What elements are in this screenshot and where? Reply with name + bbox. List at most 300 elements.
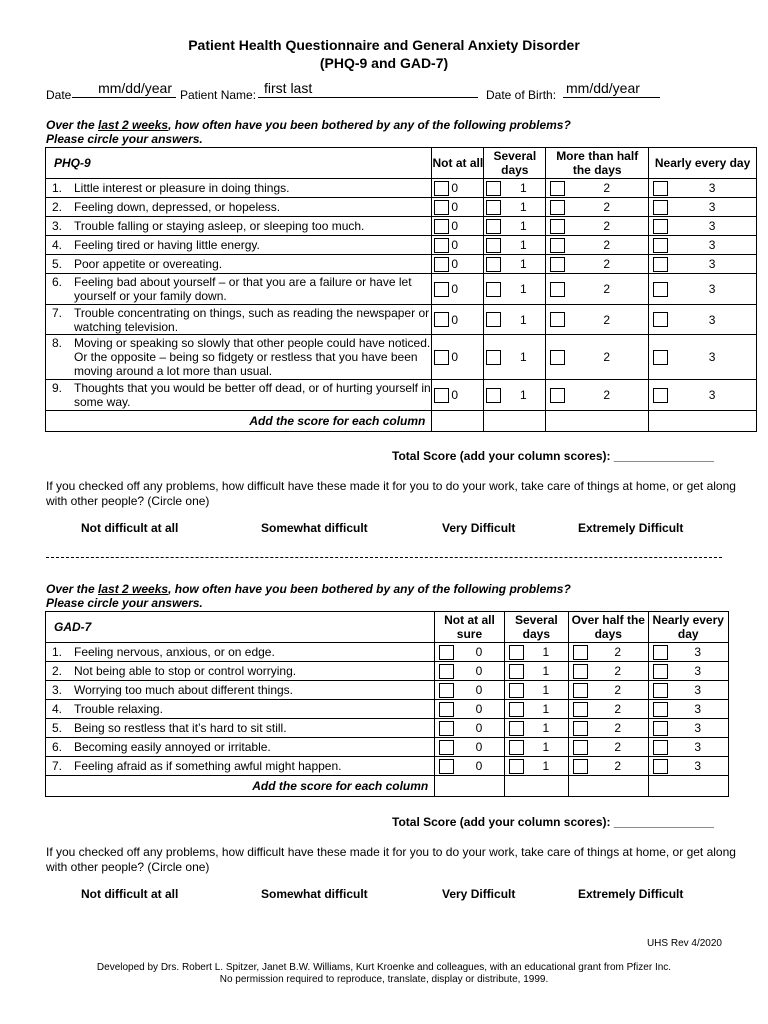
option-value: 0 xyxy=(451,219,459,233)
checkbox[interactable] xyxy=(509,683,524,698)
phq9-answer-option[interactable] xyxy=(546,350,648,365)
option-value: 1 xyxy=(542,683,550,697)
gad7-answer-option[interactable] xyxy=(569,759,647,774)
checkbox[interactable] xyxy=(439,759,454,774)
phq9-table xyxy=(45,147,757,432)
gad7-choice-not-difficult[interactable]: Not difficult at all xyxy=(81,887,179,901)
phq9-header-row xyxy=(46,148,757,179)
checkbox[interactable] xyxy=(653,664,668,679)
checkbox[interactable] xyxy=(439,721,454,736)
phq9-answer-option[interactable] xyxy=(432,200,483,215)
option-value: 3 xyxy=(708,238,716,252)
gad7-item xyxy=(52,702,434,716)
phq9-col-more-than-half: More than half the days xyxy=(546,148,649,179)
gad7-answer-option[interactable] xyxy=(435,683,503,698)
form-title: Patient Health Questionnaire and General Anxiety Disorder xyxy=(188,37,580,53)
phq9-answer-cell xyxy=(432,198,484,217)
checkbox[interactable] xyxy=(509,759,524,774)
gad7-answer-cell xyxy=(569,719,648,738)
phq9-answer-cell xyxy=(484,380,546,411)
gad7-answer-option[interactable] xyxy=(505,645,568,660)
checkbox[interactable] xyxy=(573,683,588,698)
item-number: 2. xyxy=(52,664,63,678)
checkbox[interactable] xyxy=(486,181,501,196)
gad7-item-cell xyxy=(46,719,435,738)
checkbox[interactable] xyxy=(573,721,588,736)
item-text: Thoughts that you would be better off dead, or of hurting yourself in some way. xyxy=(74,381,431,409)
phq9-answer-cell xyxy=(649,335,757,380)
phq9-name: PHQ-9 xyxy=(46,148,432,179)
option-value: 0 xyxy=(451,181,459,195)
gad7-answer-cell xyxy=(648,700,729,719)
item-text: Worrying too much about different things. xyxy=(74,683,294,697)
gad7-answer-option[interactable] xyxy=(569,664,647,679)
option-value: 0 xyxy=(451,200,459,214)
gad7-add-label: Add the score for each column xyxy=(46,776,435,797)
option-value: 2 xyxy=(603,312,611,327)
gad7-answer-cell xyxy=(435,643,504,662)
gad7-item-cell xyxy=(46,681,435,700)
option-value: 0 xyxy=(475,759,483,773)
gad7-answer-option[interactable] xyxy=(649,645,729,660)
gad7-answer-option[interactable] xyxy=(505,683,568,698)
option-value: 3 xyxy=(708,257,716,271)
gad7-item-cell xyxy=(46,700,435,719)
phq9-choice-somewhat[interactable]: Somewhat difficult xyxy=(261,521,368,535)
option-value: 0 xyxy=(451,282,459,296)
checkbox[interactable] xyxy=(509,664,524,679)
date-field[interactable]: mm/dd/year xyxy=(72,80,176,98)
checkbox[interactable] xyxy=(653,702,668,717)
checkbox[interactable] xyxy=(550,219,565,234)
gad7-answer-cell xyxy=(648,719,729,738)
gad7-choice-somewhat[interactable]: Somewhat difficult xyxy=(261,887,368,901)
checkbox[interactable] xyxy=(653,200,668,215)
gad7-answer-cell xyxy=(648,662,729,681)
phq9-choice-extremely[interactable]: Extremely Difficult xyxy=(578,521,684,535)
checkbox[interactable] xyxy=(486,350,501,365)
gad7-answer-cell xyxy=(569,643,648,662)
option-value: 2 xyxy=(614,683,622,697)
phq9-answer-cell xyxy=(432,335,484,380)
gad7-answer-option[interactable] xyxy=(435,664,503,679)
phq9-answer-option[interactable] xyxy=(484,200,545,215)
phq9-answer-cell xyxy=(649,380,757,411)
phq9-item-row xyxy=(46,380,757,411)
option-value: 1 xyxy=(519,312,527,327)
phq9-answer-cell xyxy=(484,236,546,255)
phq9-answer-cell xyxy=(484,274,546,305)
dob-label: Date of Birth: xyxy=(486,88,557,102)
gad7-add-row xyxy=(46,776,729,797)
checkbox[interactable] xyxy=(550,238,565,253)
item-text: Trouble relaxing. xyxy=(74,702,163,716)
phq9-answer-option[interactable] xyxy=(432,350,483,365)
checkbox[interactable] xyxy=(550,181,565,196)
checkbox[interactable] xyxy=(486,282,501,297)
phq9-answer-option[interactable] xyxy=(546,388,648,403)
checkbox[interactable] xyxy=(653,388,668,403)
checkbox[interactable] xyxy=(434,282,449,297)
item-text: Feeling down, depressed, or hopeless. xyxy=(74,200,281,214)
phq9-answer-cell xyxy=(649,217,757,236)
phq9-answer-option[interactable] xyxy=(649,200,756,215)
phq9-answer-option[interactable] xyxy=(649,312,756,327)
footer-permission: No permission required to reproduce, translate, display or distribute, 1999. xyxy=(219,974,549,985)
phq9-answer-option[interactable] xyxy=(432,257,483,272)
gad7-header-row xyxy=(46,612,729,643)
checkbox[interactable] xyxy=(509,721,524,736)
gad7-answer-option[interactable] xyxy=(569,683,647,698)
checkbox[interactable] xyxy=(653,350,668,365)
gad7-item-row xyxy=(46,719,729,738)
phq9-score-cell[interactable] xyxy=(546,411,649,432)
checkbox[interactable] xyxy=(486,200,501,215)
checkbox[interactable] xyxy=(486,219,501,234)
gad7-score-cell[interactable] xyxy=(648,776,729,797)
phq9-answer-option[interactable] xyxy=(484,257,545,272)
checkbox[interactable] xyxy=(573,702,588,717)
phq9-add-label: Add the score for each column xyxy=(46,411,432,432)
gad7-answer-option[interactable] xyxy=(569,740,647,755)
phq9-answer-option[interactable] xyxy=(484,238,545,253)
option-value: 3 xyxy=(708,388,716,402)
gad7-answer-cell xyxy=(504,643,568,662)
phq9-answer-option[interactable] xyxy=(649,257,756,272)
checkbox[interactable] xyxy=(653,683,668,698)
phq9-item-cell xyxy=(46,255,432,274)
phq9-item xyxy=(52,257,431,271)
option-value: 1 xyxy=(519,219,527,233)
item-number: 1. xyxy=(52,181,63,195)
checkbox[interactable] xyxy=(653,759,668,774)
gad7-instructions: Over the last 2 weeks, how often have you been bothered by any of the following problems? Please circle your answers. xyxy=(46,582,571,610)
option-value: 0 xyxy=(475,645,483,659)
phq9-answer-cell xyxy=(546,274,649,305)
gad7-total-score: Total Score (add your column scores): _______________ xyxy=(392,815,714,829)
phq9-answer-option[interactable] xyxy=(432,312,483,327)
gad7-answer-option[interactable] xyxy=(649,721,729,736)
phq9-answer-option[interactable] xyxy=(484,312,545,327)
phq9-answer-cell xyxy=(484,305,546,335)
checkbox[interactable] xyxy=(653,740,668,755)
phq9-answer-option[interactable] xyxy=(484,388,545,403)
checkbox[interactable] xyxy=(434,181,449,196)
checkbox[interactable] xyxy=(573,664,588,679)
checkbox[interactable] xyxy=(434,200,449,215)
option-value: 3 xyxy=(708,219,716,233)
phq9-answer-option[interactable] xyxy=(484,181,545,196)
checkbox[interactable] xyxy=(434,257,449,272)
gad7-answer-option[interactable] xyxy=(649,664,729,679)
phq9-item-cell xyxy=(46,236,432,255)
item-text: Little interest or pleasure in doing things. xyxy=(74,181,290,195)
revision-label: UHS Rev 4/2020 xyxy=(646,938,722,949)
phq9-score-cell[interactable] xyxy=(649,411,757,432)
option-value: 1 xyxy=(542,721,550,735)
checkbox[interactable] xyxy=(653,282,668,297)
item-text: Feeling bad about yourself – or that you are a failure or have let yourself or your family down. xyxy=(74,275,412,303)
phq9-answer-option[interactable] xyxy=(484,282,545,297)
phq9-answer-cell xyxy=(484,198,546,217)
patient-name-field[interactable]: first last xyxy=(258,80,478,98)
phq9-answer-cell xyxy=(432,274,484,305)
phq9-choice-very[interactable]: Very Difficult xyxy=(442,521,516,535)
checkbox[interactable] xyxy=(439,664,454,679)
option-value: 2 xyxy=(603,388,611,402)
patient-header xyxy=(46,80,746,102)
gad7-answer-option[interactable] xyxy=(505,759,568,774)
option-value: 3 xyxy=(708,200,716,214)
checkbox[interactable] xyxy=(573,740,588,755)
item-number: 2. xyxy=(52,200,63,214)
item-text: Feeling tired or having little energy. xyxy=(74,238,260,252)
gad7-score-cell[interactable] xyxy=(435,776,504,797)
phq9-item-row xyxy=(46,305,757,335)
phq9-answer-option[interactable] xyxy=(546,257,648,272)
phq9-col-not-at-all: Not at all xyxy=(432,148,484,179)
gad7-item-row xyxy=(46,662,729,681)
checkbox[interactable] xyxy=(653,238,668,253)
checkbox[interactable] xyxy=(653,219,668,234)
checkbox[interactable] xyxy=(486,312,501,327)
gad7-answer-option[interactable] xyxy=(649,740,729,755)
phq9-answer-option[interactable] xyxy=(546,219,648,234)
option-value: 2 xyxy=(614,721,622,735)
gad7-answer-option[interactable] xyxy=(435,702,503,717)
phq9-score-cell[interactable] xyxy=(484,411,546,432)
option-value: 0 xyxy=(451,238,459,252)
phq9-answer-cell xyxy=(484,255,546,274)
checkbox[interactable] xyxy=(439,645,454,660)
option-value: 1 xyxy=(542,645,550,659)
gad7-answer-option[interactable] xyxy=(435,740,503,755)
gad7-answer-cell xyxy=(504,719,568,738)
gad7-choice-extremely[interactable]: Extremely Difficult xyxy=(578,887,684,901)
option-value: 0 xyxy=(475,664,483,678)
gad7-answer-option[interactable] xyxy=(569,645,647,660)
gad7-answer-cell xyxy=(569,662,648,681)
gad7-answer-cell xyxy=(648,681,729,700)
item-number: 1. xyxy=(52,645,63,659)
checkbox[interactable] xyxy=(550,388,565,403)
gad7-item xyxy=(52,740,434,754)
checkbox[interactable] xyxy=(550,350,565,365)
checkbox[interactable] xyxy=(434,219,449,234)
phq9-answer-option[interactable] xyxy=(649,181,756,196)
option-value: 0 xyxy=(475,683,483,697)
checkbox[interactable] xyxy=(486,238,501,253)
checkbox[interactable] xyxy=(653,312,668,327)
gad7-col-several-days: Several days xyxy=(504,612,568,643)
phq9-total-score: Total Score (add your column scores): _______________ xyxy=(392,449,714,463)
item-text: Being so restless that it’s hard to sit still. xyxy=(74,721,287,735)
checkbox[interactable] xyxy=(573,645,588,660)
checkbox[interactable] xyxy=(509,645,524,660)
gad7-answer-option[interactable] xyxy=(435,759,503,774)
checkbox[interactable] xyxy=(550,312,565,327)
phq9-answer-cell xyxy=(649,305,757,335)
checkbox[interactable] xyxy=(550,282,565,297)
checkbox[interactable] xyxy=(653,645,668,660)
option-value: 2 xyxy=(603,200,611,214)
phq9-answer-option[interactable] xyxy=(484,350,545,365)
item-text: Trouble concentrating on things, such as reading the newspaper or watching television. xyxy=(74,305,430,334)
option-value: 0 xyxy=(475,740,483,754)
checkbox[interactable] xyxy=(434,238,449,253)
phq9-answer-option[interactable] xyxy=(432,219,483,234)
option-value: 2 xyxy=(603,257,611,271)
checkbox[interactable] xyxy=(653,181,668,196)
gad7-item xyxy=(52,759,434,773)
gad7-answer-option[interactable] xyxy=(649,683,729,698)
gad7-score-cell[interactable] xyxy=(569,776,648,797)
item-text: Not being able to stop or control worrying. xyxy=(74,664,297,678)
gad7-answer-option[interactable] xyxy=(435,645,503,660)
option-value: 2 xyxy=(603,350,611,364)
gad7-name: GAD-7 xyxy=(46,612,435,643)
phq9-answer-option[interactable] xyxy=(546,238,648,253)
phq9-answer-cell xyxy=(432,305,484,335)
gad7-choice-very[interactable]: Very Difficult xyxy=(442,887,516,901)
phq9-answer-option[interactable] xyxy=(432,388,483,403)
checkbox[interactable] xyxy=(486,388,501,403)
checkbox[interactable] xyxy=(486,257,501,272)
phq9-answer-cell xyxy=(649,179,757,198)
phq9-answer-cell xyxy=(432,217,484,236)
gad7-answer-cell xyxy=(569,681,648,700)
phq9-answer-option[interactable] xyxy=(649,238,756,253)
option-value: 3 xyxy=(708,312,716,327)
phq9-answer-cell xyxy=(649,236,757,255)
phq9-col-several-days: Several days xyxy=(484,148,546,179)
phq9-answer-cell xyxy=(546,255,649,274)
phq9-item-cell xyxy=(46,179,432,198)
phq9-answer-option[interactable] xyxy=(546,282,648,297)
option-value: 3 xyxy=(694,645,702,659)
option-value: 1 xyxy=(519,350,527,364)
phq9-item xyxy=(52,336,431,378)
phq9-answer-cell xyxy=(649,198,757,217)
item-text: Moving or speaking so slowly that other people could have noticed. Or the opposite – being so fidgety or restless that you have been moving around a lot more than usual. xyxy=(74,336,431,378)
option-value: 0 xyxy=(451,257,459,271)
gad7-answer-option[interactable] xyxy=(505,721,568,736)
footer-credit: Developed by Drs. Robert L. Spitzer, Janet B.W. Williams, Kurt Kroenke and colleagues, with an educational grant from Pfizer Inc. xyxy=(96,962,672,973)
option-value: 0 xyxy=(451,350,459,364)
gad7-answer-cell xyxy=(435,700,504,719)
gad7-answer-option[interactable] xyxy=(435,721,503,736)
checkbox[interactable] xyxy=(434,388,449,403)
phq9-item-cell xyxy=(46,217,432,236)
item-text: Poor appetite or overeating. xyxy=(74,257,223,271)
option-value: 2 xyxy=(614,645,622,659)
checkbox[interactable] xyxy=(439,683,454,698)
checkbox[interactable] xyxy=(653,257,668,272)
gad7-answer-option[interactable] xyxy=(505,702,568,717)
item-number: 5. xyxy=(52,721,63,735)
phq9-add-row xyxy=(46,411,757,432)
phq9-instructions: Over the last 2 weeks, how often have you been bothered by any of the following problems? Please circle your answers. xyxy=(46,118,571,146)
phq9-answer-cell xyxy=(432,179,484,198)
gad7-answer-option[interactable] xyxy=(649,759,729,774)
phq9-answer-option[interactable] xyxy=(649,219,756,234)
gad7-item-cell xyxy=(46,662,435,681)
checkbox[interactable] xyxy=(439,702,454,717)
checkbox[interactable] xyxy=(434,312,449,327)
checkbox[interactable] xyxy=(550,200,565,215)
item-text: Becoming easily annoyed or irritable. xyxy=(74,740,271,754)
phq9-answer-cell xyxy=(546,380,649,411)
gad7-answer-option[interactable] xyxy=(569,702,647,717)
phq9-item-cell xyxy=(46,305,432,335)
option-value: 0 xyxy=(475,702,483,716)
phq9-item xyxy=(52,306,431,334)
gad7-item xyxy=(52,721,434,735)
option-value: 2 xyxy=(603,181,611,195)
phq9-answer-cell xyxy=(432,236,484,255)
phq9-answer-option[interactable] xyxy=(649,282,756,297)
gad7-answer-cell xyxy=(504,738,568,757)
phq9-answer-option[interactable] xyxy=(432,282,483,297)
item-number: 7. xyxy=(52,305,63,320)
checkbox[interactable] xyxy=(653,721,668,736)
phq9-answer-option[interactable] xyxy=(649,350,756,365)
checkbox[interactable] xyxy=(509,702,524,717)
checkbox[interactable] xyxy=(434,350,449,365)
phq9-answer-cell xyxy=(432,255,484,274)
phq9-answer-cell xyxy=(649,274,757,305)
phq9-answer-cell xyxy=(546,179,649,198)
gad7-score-cell[interactable] xyxy=(504,776,568,797)
phq9-answer-option[interactable] xyxy=(432,181,483,196)
option-value: 1 xyxy=(542,664,550,678)
date-label: Date xyxy=(46,88,72,102)
phq9-answer-option[interactable] xyxy=(484,219,545,234)
phq9-item-row xyxy=(46,236,757,255)
phq9-score-cell[interactable] xyxy=(432,411,484,432)
gad7-item xyxy=(52,683,434,697)
phq9-item xyxy=(52,181,431,195)
gad7-answer-option[interactable] xyxy=(649,702,729,717)
checkbox[interactable] xyxy=(439,740,454,755)
gad7-col-not-at-all: Not at all sure xyxy=(435,612,504,643)
gad7-answer-option[interactable] xyxy=(505,740,568,755)
option-value: 2 xyxy=(603,219,611,233)
phq9-answer-option[interactable] xyxy=(546,181,648,196)
phq9-answer-option[interactable] xyxy=(546,200,648,215)
dob-field[interactable]: mm/dd/year xyxy=(563,80,660,98)
gad7-col-over-half: Over half the days xyxy=(569,612,648,643)
phq9-item xyxy=(52,219,431,233)
gad7-answer-option[interactable] xyxy=(569,721,647,736)
checkbox[interactable] xyxy=(550,257,565,272)
phq9-answer-option[interactable] xyxy=(432,238,483,253)
gad7-item-cell xyxy=(46,738,435,757)
gad7-answer-cell xyxy=(435,681,504,700)
gad7-answer-option[interactable] xyxy=(505,664,568,679)
phq9-answer-option[interactable] xyxy=(546,312,648,327)
item-number: 6. xyxy=(52,740,63,754)
phq9-answer-option[interactable] xyxy=(649,388,756,403)
patient-name-label: Patient Name: xyxy=(180,88,257,102)
option-value: 2 xyxy=(603,282,611,296)
phq9-answer-cell xyxy=(546,305,649,335)
checkbox[interactable] xyxy=(509,740,524,755)
checkbox[interactable] xyxy=(573,759,588,774)
phq9-choice-not-difficult[interactable]: Not difficult at all xyxy=(81,521,179,535)
phq9-item-cell xyxy=(46,274,432,305)
phq9-item-row xyxy=(46,198,757,217)
